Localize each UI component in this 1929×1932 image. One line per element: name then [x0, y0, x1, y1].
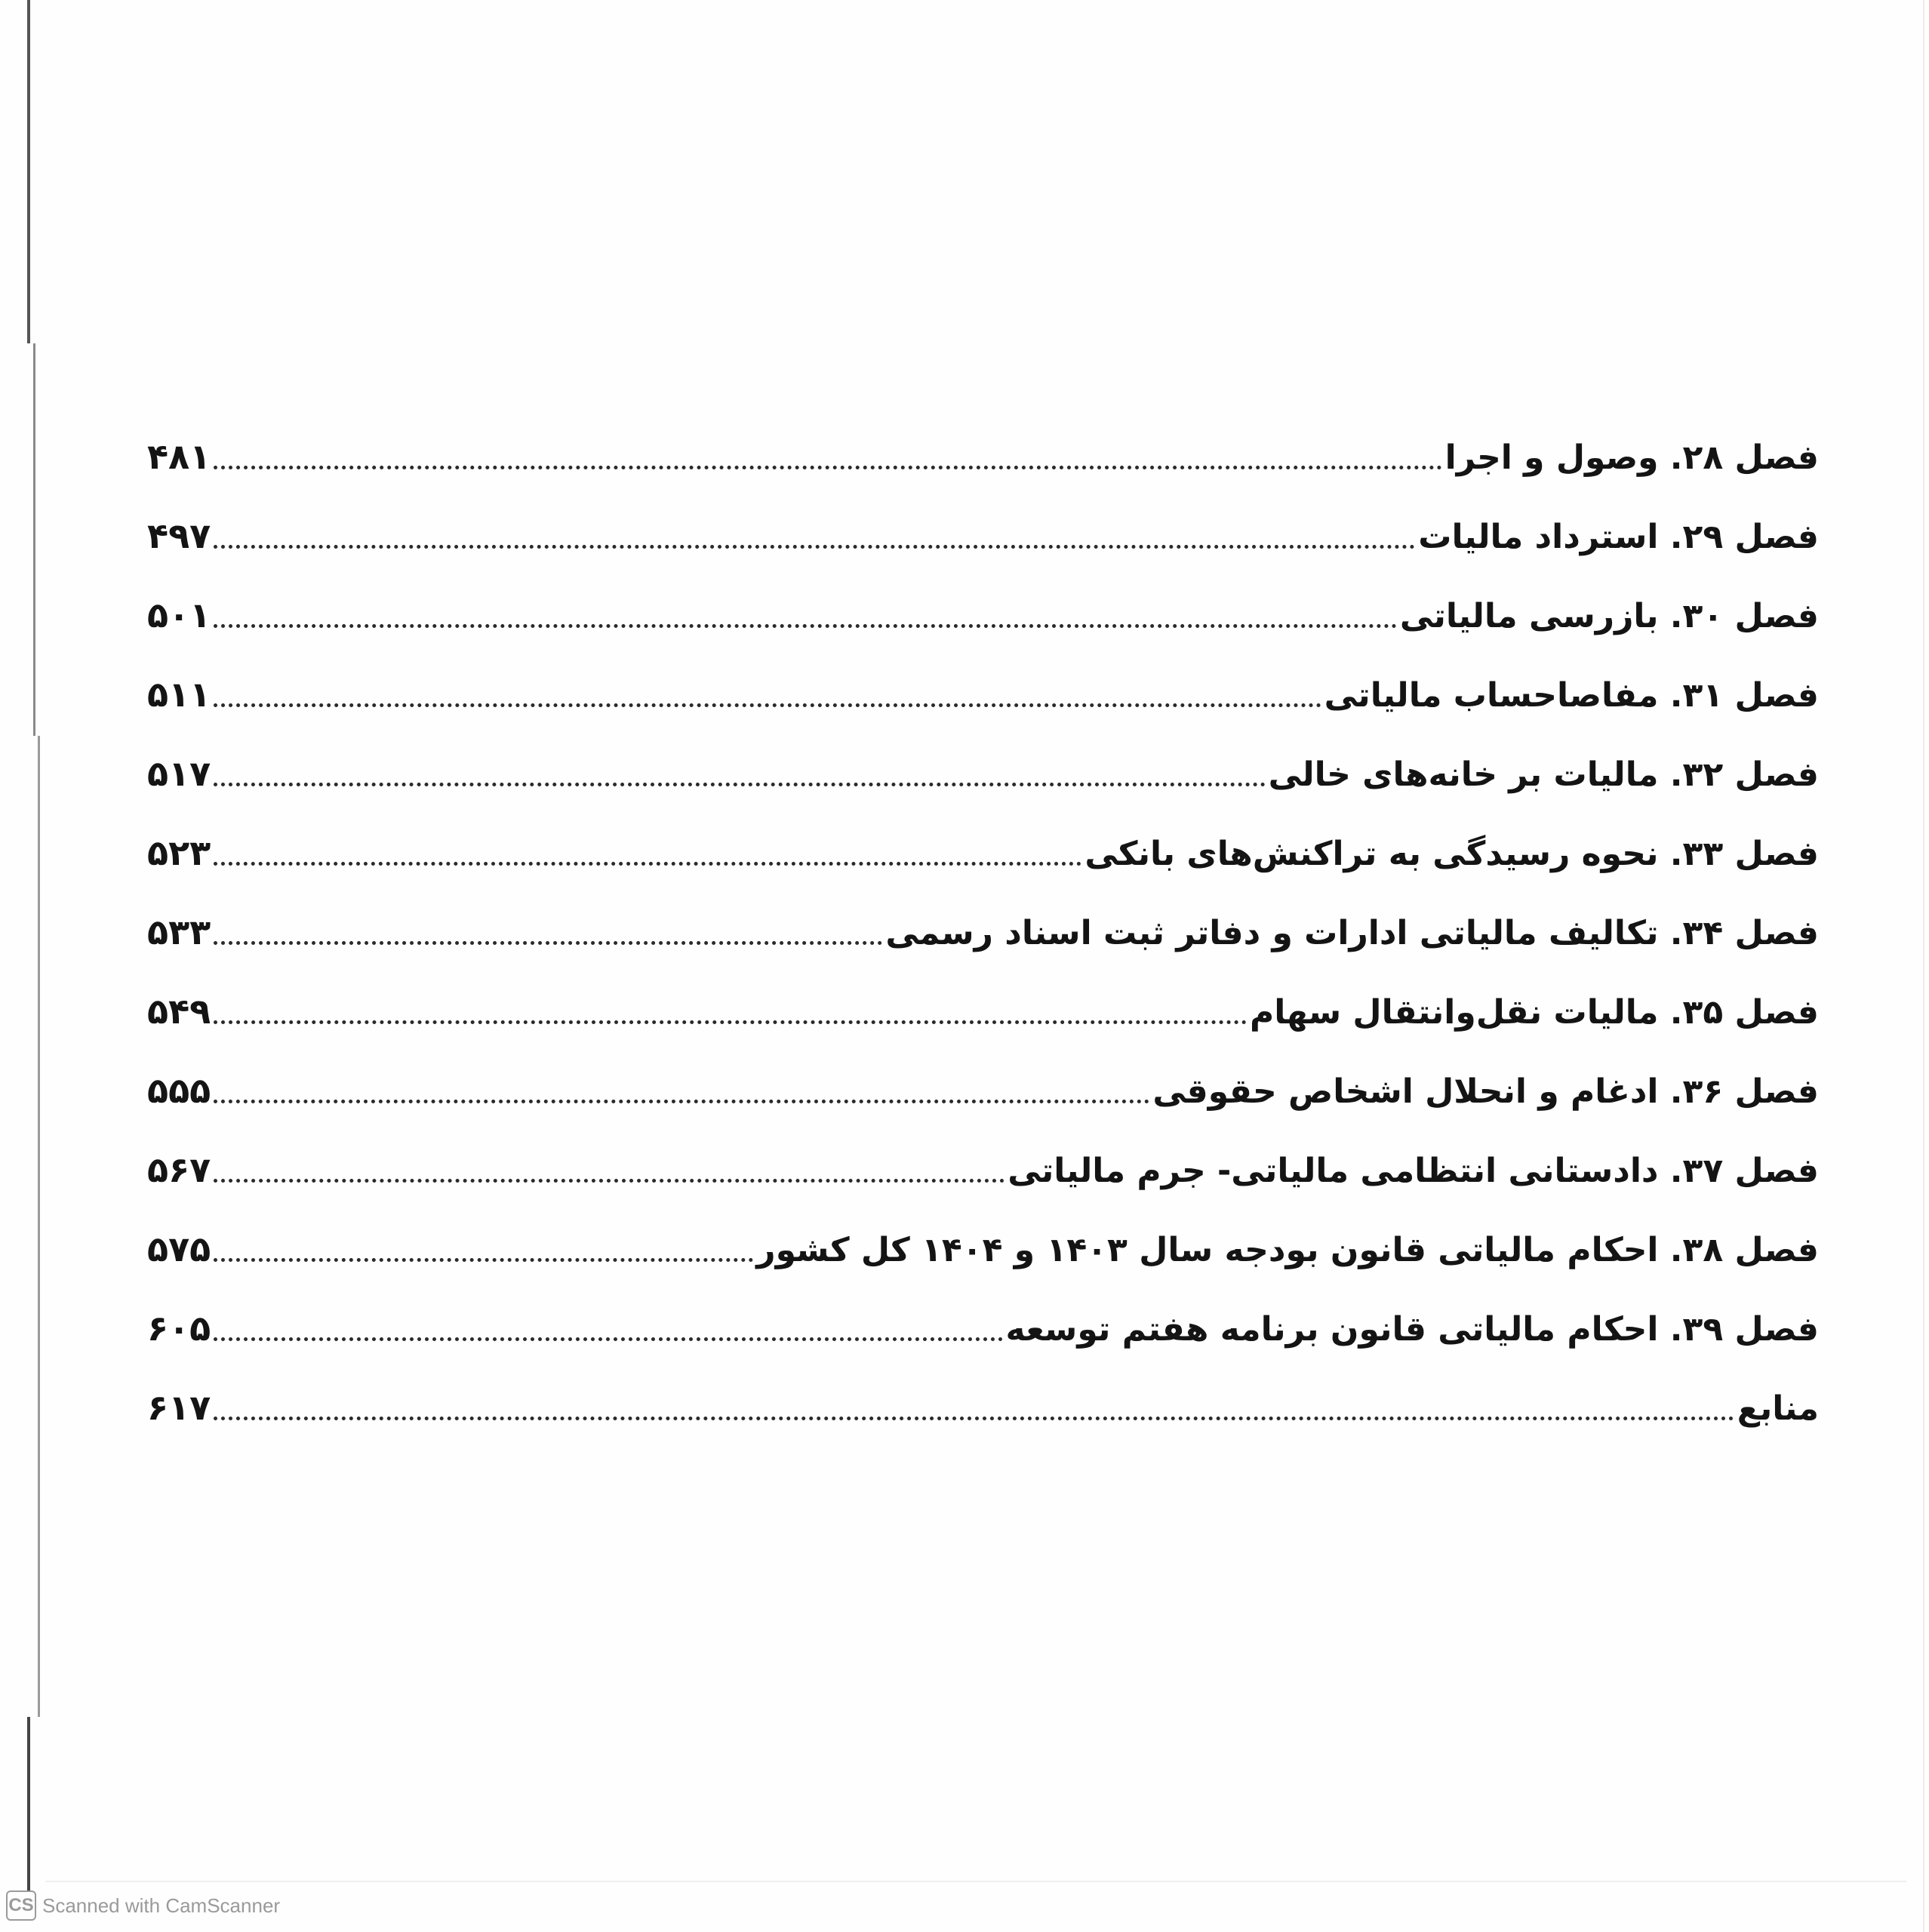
dot-leader: [214, 545, 1415, 549]
dot-leader: [214, 783, 1265, 786]
dot-leader: [214, 703, 1321, 707]
binding-edge: [27, 1717, 30, 1890]
toc-entry-page: ۶۰۵: [147, 1308, 211, 1349]
toc-entry: [147, 721, 1819, 800]
toc-entry-title: فصل ۳۰. بازرسی مالیاتی: [1399, 597, 1819, 635]
toc-entry-page: ۶۱۷: [147, 1387, 211, 1428]
toc-entry-title: فصل ۳۵. مالیات نقل‌وانتقال سهام: [1250, 993, 1819, 1032]
binding-edge: [33, 343, 35, 736]
toc-entry-title: فصل ۳۳. نحوه رسیدگی به تراکنش‌های بانکی: [1084, 835, 1819, 873]
toc-entry: [147, 1355, 1819, 1434]
scanner-watermark: [6, 1889, 280, 1922]
toc-entry-title: فصل ۳۸. احکام مالیاتی قانون بودجه سال ۱۴۰۳ و ۱۴۰۴ کل کشور: [756, 1231, 1819, 1269]
toc-entry: [147, 958, 1819, 1038]
dot-leader: [214, 941, 882, 945]
toc-entry: [147, 879, 1819, 958]
toc-entry: [147, 483, 1819, 562]
toc-entry: [147, 641, 1819, 721]
toc-entry-title: فصل ۳۷. دادستانی انتظامی مالیاتی- جرم مالیاتی: [1008, 1152, 1819, 1190]
page-edge: [45, 1881, 1906, 1882]
binding-edge: [27, 0, 30, 343]
toc-entry: [147, 1038, 1819, 1117]
toc-entry-title: فصل ۳۴. تکالیف مالیاتی ادارات و دفاتر ثبت اسناد رسمی: [885, 914, 1819, 952]
toc-entry-title: فصل ۳۱. مفاصاحساب مالیاتی: [1324, 676, 1819, 715]
dot-leader: [214, 624, 1397, 628]
dot-leader: [214, 466, 1441, 469]
dot-leader: [214, 1100, 1149, 1103]
toc-entry: [147, 800, 1819, 879]
toc-entry: [147, 1196, 1819, 1275]
toc-entry-page: ۵۴۹: [147, 991, 211, 1032]
toc-entry-title: فصل ۳۲. مالیات بر خانه‌های خالی: [1268, 755, 1819, 794]
toc-entry-page: ۴۹۷: [147, 515, 211, 556]
toc-entry-page: ۵۲۳: [147, 832, 211, 873]
camscanner-logo-icon: CS: [6, 1890, 36, 1921]
toc-entry-page: ۵۵۵: [147, 1070, 211, 1111]
table-of-contents: [147, 404, 1819, 1434]
toc-entry: [147, 562, 1819, 641]
toc-entry-page: ۴۸۱: [147, 436, 211, 477]
watermark-text: Scanned with CamScanner: [42, 1894, 281, 1917]
toc-entry: [147, 1275, 1819, 1355]
toc-entry-page: ۵۱۷: [147, 753, 211, 794]
toc-entry-title: فصل ۲۹. استرداد مالیات: [1418, 518, 1819, 556]
dot-leader: [214, 862, 1081, 866]
toc-entry-page: ۵۰۱: [147, 595, 211, 635]
toc-entry-page: ۵۶۷: [147, 1149, 211, 1190]
toc-entry-title: منابع: [1737, 1389, 1819, 1428]
dot-leader: [214, 1258, 753, 1262]
dot-leader: [214, 1337, 1002, 1341]
toc-entry-title: فصل ۲۸. وصول و اجرا: [1444, 438, 1819, 477]
toc-entry-title: فصل ۳۶. ادغام و انحلال اشخاص حقوقی: [1152, 1072, 1819, 1111]
toc-entry: [147, 404, 1819, 483]
dot-leader: [214, 1417, 1734, 1420]
toc-entry-page: ۵۱۱: [147, 674, 211, 715]
toc-entry: [147, 1117, 1819, 1196]
dot-leader: [214, 1020, 1247, 1024]
toc-entry-page: ۵۷۵: [147, 1229, 211, 1269]
toc-entry-page: ۵۳۳: [147, 912, 211, 952]
toc-entry-title: فصل ۳۹. احکام مالیاتی قانون برنامه هفتم توسعه: [1005, 1310, 1819, 1349]
binding-edge: [38, 736, 40, 1717]
dot-leader: [214, 1179, 1004, 1183]
page-edge: [1923, 0, 1924, 1932]
